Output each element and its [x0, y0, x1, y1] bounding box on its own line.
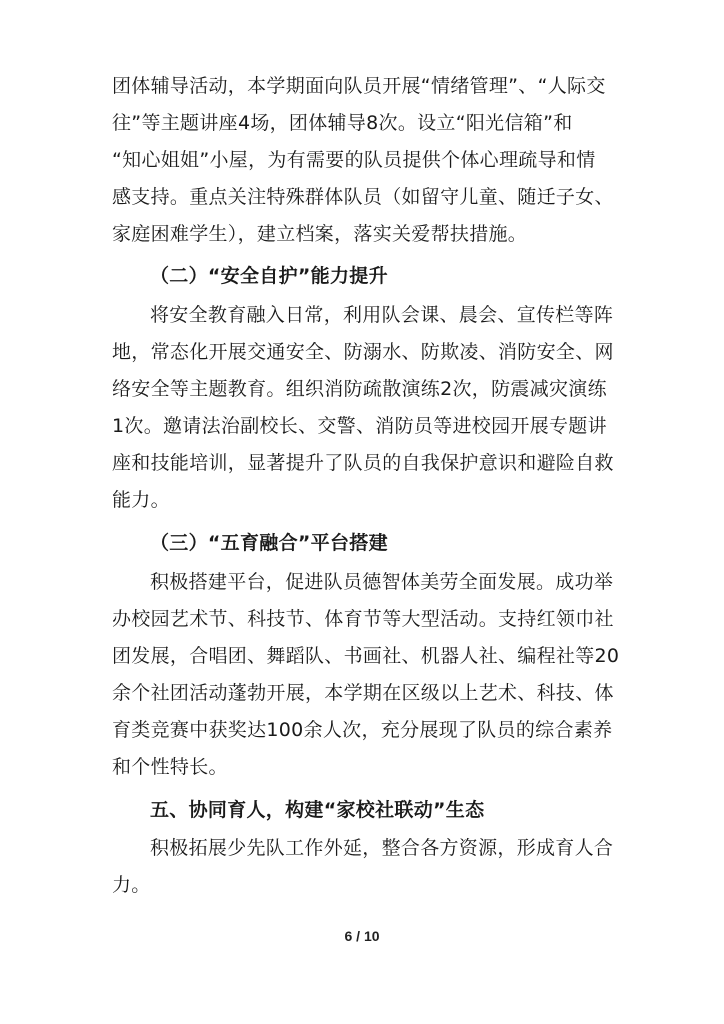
paragraph-line: 家庭困难学生），建立档案，落实关爱帮扶措施。	[112, 223, 528, 245]
paragraph-line: 团体辅导活动，本学期面向队员开展“情绪管理”、“人际交	[112, 75, 606, 97]
paragraph-line: 团发展，合唱团、舞蹈队、书画社、机器人社、编程社等20	[112, 645, 620, 667]
paragraph-line: 往”等主题讲座4场，团体辅导8次。设立“阳光信箱”和	[112, 112, 573, 134]
section-heading-safety: （二）“安全自护”能力提升	[150, 265, 388, 287]
paragraph-line: 育类竞赛中获奖达100余人次，充分展现了队员的综合素养	[112, 719, 613, 741]
paragraph-line: 积极拓展少先队工作外延，整合各方资源，形成育人合	[150, 837, 614, 859]
paragraph-line: 座和技能培训，显著提升了队员的自我保护意识和避险自救	[112, 452, 614, 474]
section-heading-five-education: （三）“五育融合”平台搭建	[150, 532, 388, 554]
paragraph-line: 力。	[112, 874, 151, 896]
page-number: 6 / 10	[344, 928, 380, 944]
paragraph-line: 将安全教育融入日常，利用队会课、晨会、宣传栏等阵	[150, 304, 614, 326]
section-heading-collaboration: 五、协同育人，构建“家校社联动”生态	[150, 799, 485, 821]
paragraph-line: 办校园艺术节、科技节、体育节等大型活动。支持红领巾社	[112, 608, 614, 630]
paragraph-line: 地，常态化开展交通安全、防溺水、防欺凌、消防安全、网	[112, 341, 614, 363]
paragraph-line: 和个性特长。	[112, 756, 228, 778]
paragraph-line: 余个社团活动蓬勃开展，本学期在区级以上艺术、科技、体	[112, 682, 614, 704]
paragraph-line: 1次。邀请法治副校长、交警、消防员等进校园开展专题讲	[112, 415, 607, 437]
paragraph-line: 能力。	[112, 489, 170, 511]
paragraph-line: “知心姐姐”小屋，为有需要的队员提供个体心理疏导和情	[112, 149, 596, 171]
paragraph-line: 络安全等主题教育。组织消防疏散演练2次，防震减灾演练	[112, 378, 607, 400]
paragraph-line: 感支持。重点关注特殊群体队员（如留守儿童、随迁子女、	[112, 186, 614, 208]
paragraph-line: 积极搭建平台，促进队员德智体美劳全面发展。成功举	[150, 571, 614, 593]
